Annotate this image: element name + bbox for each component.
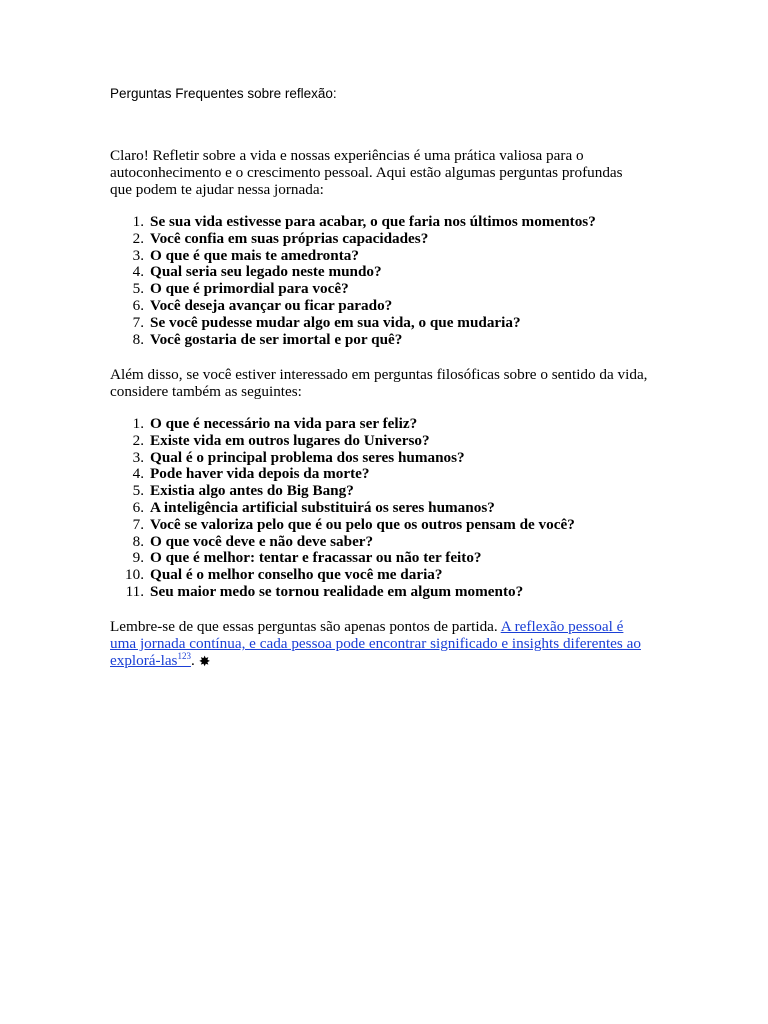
list-item [110,567,670,584]
list-item [110,248,670,265]
list-item [110,534,670,551]
list-number: 3. [132,246,144,264]
list-number: 4. [132,263,144,281]
list-number: 8. [132,330,144,348]
list-number: 1. [132,213,144,230]
list-number: 3. [132,448,144,466]
intro-line: que podem te ajudar nessa jornada: [110,181,324,198]
list-item [110,483,670,500]
list-item [110,517,670,534]
paragraph-line: considere também as seguintes: [110,383,302,400]
paragraph-line [110,618,670,635]
list-item [110,281,670,298]
list-number: 11. [125,582,144,600]
list-number: 1. [132,415,144,432]
philosophical-questions-list [110,416,670,601]
personal-questions-list [110,214,670,348]
footnote-references: 123 [177,650,191,661]
question-text: Você deseja avançar ou ficar parado? [150,296,393,314]
list-number: 9. [132,549,144,567]
list-number: 8. [132,532,144,550]
list-item [110,466,670,483]
starburst-icon: ✸ [198,655,211,670]
paragraph-line: Além disso, se você estiver interessado em perguntas filosóficas sobre o sentido da vida, [110,366,648,383]
intro-line: autoconhecimento e o crescimento pessoal. Aqui estão algumas perguntas profundas [110,164,623,181]
list-item [110,450,670,467]
question-text: Qual é o melhor conselho que você me daria? [150,566,443,584]
question-text: Existia algo antes do Big Bang? [150,482,354,500]
list-item [110,416,670,433]
intro-paragraph [110,147,670,198]
question-text: Seu maior medo se tornou realidade em algum momento? [150,582,524,600]
question-text: Existe vida em outros lugares do Universo? [150,431,430,449]
intro-line: Claro! Refletir sobre a vida e nossas experiências é uma prática valiosa para o [110,147,584,164]
question-text: Você confia em suas próprias capacidades? [150,229,429,247]
question-text: Se sua vida estivesse para acabar, o que faria nos últimos momentos? [150,213,596,230]
list-number: 10. [125,566,144,584]
reflection-link-continued[interactable]: uma jornada contínua, e cada pessoa pode encontrar significado e insights diferentes ao [110,635,641,652]
question-text: O que é necessário na vida para ser feliz? [150,415,418,432]
list-number: 6. [132,296,144,314]
closing-paragraph [110,618,670,671]
list-item [110,298,670,315]
list-number: 5. [132,280,144,298]
list-item [110,264,670,281]
question-text: Qual seria seu legado neste mundo? [150,263,382,281]
list-item [110,550,670,567]
list-number: 7. [132,313,144,331]
list-item [110,332,670,349]
question-text: Qual é o principal problema dos seres humanos? [150,448,465,466]
closing-text: Lembre-se de que essas perguntas são apenas pontos de partida. [110,618,501,635]
question-text: Você se valoriza pelo que é ou pelo que os outros pensam de você? [150,515,575,533]
paragraph-line [110,635,670,652]
question-text: O que é melhor: tentar e fracassar ou não ter feito? [150,549,482,567]
link-text: explorá-las [110,652,178,669]
philosophical-intro-paragraph [110,366,670,400]
question-text: Você gostaria de ser imortal e por quê? [150,330,403,348]
paragraph-line [110,652,670,671]
list-number: 6. [132,498,144,516]
question-text: O que você deve e não deve saber? [150,532,374,550]
question-text: Se você pudesse mudar algo em sua vida, o que mudaria? [150,313,521,331]
question-text: O que é primordial para você? [150,280,349,298]
list-item [110,433,670,450]
list-item [110,315,670,332]
reflection-link[interactable]: A reflexão pessoal é [500,618,624,635]
question-text: Pode haver vida depois da morte? [150,465,370,483]
list-number: 4. [132,465,144,483]
question-text: O que é que mais te amedronta? [150,246,359,264]
document-heading: Perguntas Frequentes sobre reflexão: [110,86,337,101]
list-number: 7. [132,515,144,533]
list-item [110,500,670,517]
list-number: 2. [132,431,144,449]
list-number: 5. [132,482,144,500]
period: . [190,652,195,669]
question-text: A inteligência artificial substituirá os seres humanos? [150,498,495,516]
list-item [110,584,670,601]
list-item [110,231,670,248]
reflection-link-end[interactable] [110,652,191,669]
list-item [110,214,670,231]
list-number: 2. [132,229,144,247]
